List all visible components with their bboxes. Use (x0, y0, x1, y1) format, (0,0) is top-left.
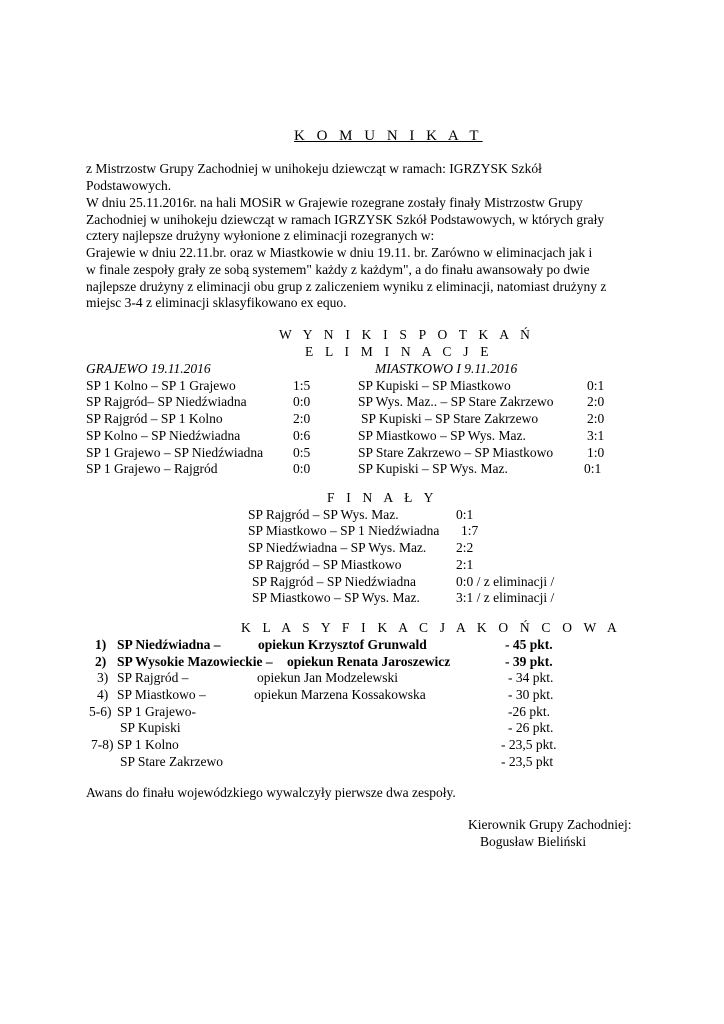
eliminations-heading: E L I M I N A C J E (305, 344, 493, 359)
grajewo-match-score: 0:0 (293, 394, 311, 409)
intro-line: z Mistrzostw Grupy Zachodniej w unihokeju dziewcząt w ramach: IGRZYSK Szkół (86, 161, 542, 176)
classification-team: SP Wysokie Mazowieckie – (117, 654, 273, 669)
miastkowo-match-score: 1:0 (587, 445, 605, 460)
classification-coach: opiekun Marzena Kossakowska (254, 687, 426, 702)
classification-points: - 45 pkt. (505, 637, 553, 652)
miastkowo-match-score: 3:1 (587, 428, 605, 443)
final-match-score: 2:2 (456, 540, 474, 555)
grajewo-match-teams: SP 1 Grajewo – SP Niedźwiadna (86, 445, 264, 460)
final-match-score: 3:1 / z eliminacji / (456, 590, 555, 605)
finals-heading: F I N A Ł Y (327, 490, 438, 505)
classification-points: - 26 pkt. (508, 720, 554, 735)
classification-heading: K L A S Y F I K A C J A K O Ń C O W A (241, 620, 621, 635)
intro-line: cztery najlepsze drużyny wyłonione z eliminacji rozegranych w: (86, 228, 435, 243)
classification-team: SP Stare Zakrzewo (120, 754, 223, 769)
signature-name: Bogusław Bieliński (480, 834, 587, 849)
intro-line: Zachodniej w unihokeju dziewcząt w ramach IGRZYSK Szkół Podstawowych, w których grały (86, 212, 605, 227)
classification-team: SP Rajgród – (117, 670, 189, 685)
miastkowo-match-teams: SP Kupiski – SP Stare Zakrzewo (361, 411, 539, 426)
intro-line: W dniu 25.11.2016r. na hali MOSiR w Grajewie rozegrane zostały finały Mistrzostw Grupy (86, 195, 583, 210)
classification-team: SP Niedźwiadna – (117, 637, 221, 652)
miastkowo-match-teams: SP Miastkowo – SP Wys. Maz. (358, 428, 526, 443)
miastkowo-match-score: 0:1 (584, 461, 602, 476)
classification-coach: opiekun Krzysztof Grunwald (258, 637, 427, 652)
intro-line: w finale zespoły grały ze sobą systemem" każdy z każdym", a do finału awansowały po dwie (86, 262, 590, 277)
intro-line: najlepsze drużyny z eliminacji obu grup z zaliczeniem wyniku z eliminacji, natomiast drużyny z (86, 279, 607, 294)
miastkowo-match-score: 0:1 (587, 378, 605, 393)
classification-place: 2) (95, 654, 107, 669)
final-match-score: 2:1 (456, 557, 474, 572)
final-match-teams: SP Miastkowo – SP Wys. Maz. (252, 590, 420, 605)
document-title: K O M U N I K A T (294, 128, 483, 144)
final-match-teams: SP Niedźwiadna – SP Wys. Maz. (248, 540, 427, 555)
miastkowo-match-teams: SP Wys. Maz.. – SP Stare Zakrzewo (358, 394, 554, 409)
classification-team: SP Miastkowo – (117, 687, 206, 702)
closing-note: Awans do finału wojewódzkiego wywalczyły pierwsze dwa zespoły. (86, 785, 456, 800)
classification-place: 4) (97, 687, 109, 702)
grajewo-header: GRAJEWO 19.11.2016 (86, 361, 211, 376)
grajewo-match-teams: SP 1 Kolno – SP 1 Grajewo (86, 378, 236, 393)
final-match-teams: SP Rajgród – SP Niedźwiadna (252, 574, 416, 589)
signature-role: Kierownik Grupy Zachodniej: (468, 817, 632, 832)
classification-team: SP 1 Kolno (117, 737, 179, 752)
grajewo-match-teams: SP Rajgród – SP 1 Kolno (86, 411, 223, 426)
final-match-teams: SP Rajgród – SP Wys. Maz. (248, 507, 399, 522)
miastkowo-match-teams: SP Kupiski – SP Wys. Maz. (358, 461, 508, 476)
classification-coach: opiekun Renata Jaroszewicz (287, 654, 451, 669)
final-match-teams: SP Miastkowo – SP 1 Niedźwiadna (248, 523, 440, 538)
classification-points: - 23,5 pkt (501, 754, 554, 769)
classification-place: 1) (95, 637, 107, 652)
classification-place: 7-8) (91, 737, 114, 752)
final-match-score: 0:1 (456, 507, 474, 522)
classification-team: SP 1 Grajewo- (117, 704, 196, 719)
classification-place: 5-6) (89, 704, 112, 719)
classification-points: - 39 pkt. (505, 654, 553, 669)
grajewo-match-teams: SP Kolno – SP Niedźwiadna (86, 428, 241, 443)
classification-points: -26 pkt. (508, 704, 550, 719)
grajewo-match-teams: SP Rajgród– SP Niedźwiadna (86, 394, 247, 409)
final-match-teams: SP Rajgród – SP Miastkowo (248, 557, 402, 572)
intro-line: Podstawowych. (86, 178, 172, 193)
miastkowo-match-teams: SP Kupiski – SP Miastkowo (358, 378, 511, 393)
classification-points: - 23,5 pkt. (501, 737, 557, 752)
grajewo-match-score: 0:0 (293, 461, 311, 476)
miastkowo-match-teams: SP Stare Zakrzewo – SP Miastkowo (358, 445, 554, 460)
final-match-score: 0:0 / z eliminacji / (456, 574, 555, 589)
grajewo-match-score: 1:5 (293, 378, 311, 393)
grajewo-match-teams: SP 1 Grajewo – Rajgród (86, 461, 218, 476)
grajewo-match-score: 0:5 (293, 445, 311, 460)
classification-points: - 30 pkt. (508, 687, 554, 702)
intro-line: miejsc 3-4 z eliminacji sklasyfikowano ex equo. (86, 295, 347, 310)
miastkowo-header: MIASTKOWO I 9.11.2016 (375, 361, 518, 376)
grajewo-match-score: 2:0 (293, 411, 311, 426)
classification-place: 3) (97, 670, 109, 685)
final-match-score: 1:7 (461, 523, 479, 538)
miastkowo-match-score: 2:0 (587, 411, 605, 426)
results-heading: W Y N I K I S P O T K A Ń (279, 327, 535, 342)
miastkowo-match-score: 2:0 (587, 394, 605, 409)
grajewo-match-score: 0:6 (293, 428, 311, 443)
classification-team: SP Kupiski (120, 720, 181, 735)
intro-line: Grajewie w dniu 22.11.br. oraz w Miastkowie w dniu 19.11. br. Zarówno w eliminacjach jak i (86, 245, 593, 260)
classification-points: - 34 pkt. (508, 670, 554, 685)
classification-coach: opiekun Jan Modzelewski (257, 670, 398, 685)
